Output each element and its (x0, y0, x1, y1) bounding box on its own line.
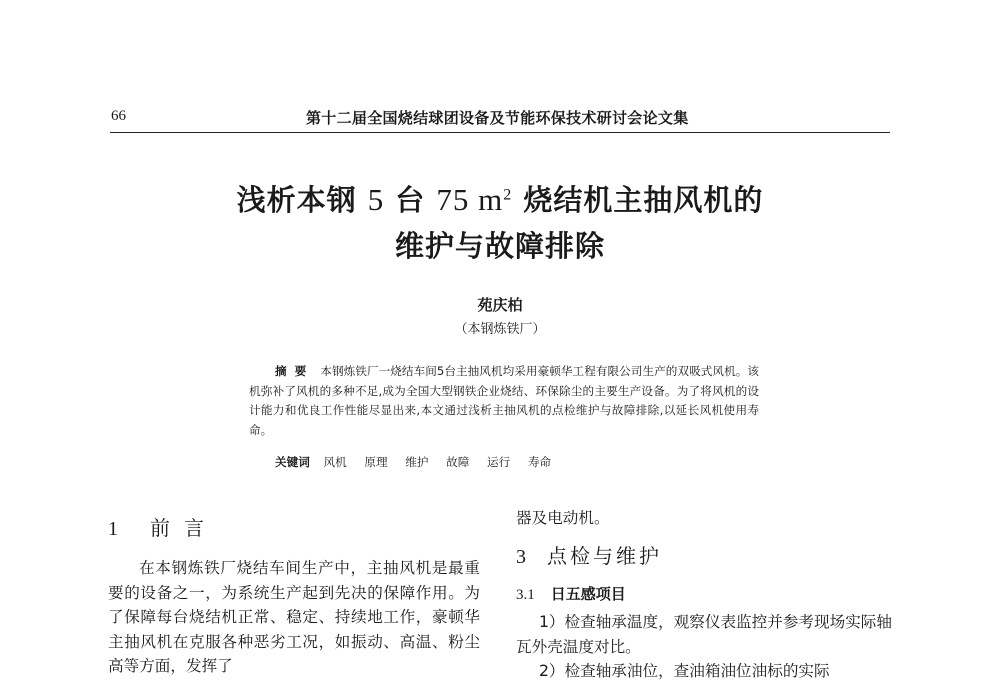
section-1-body: 在本钢炼铁厂烧结车间生产中，主抽风机是最重要的设备之一，为系统生产起到先决的保障作用。为了保障每台烧结机正常、稳定、持续地工作，豪顿华主抽风机在克服各种恶劣工况，如振动、高温、粉尘高等方面，发挥了 (108, 559, 480, 675)
page-number: 66 (111, 108, 126, 124)
abstract (249, 362, 759, 440)
running-header: 第十二届全国烧结球团设备及节能环保技术研讨会论文集 (306, 109, 689, 127)
affiliation: （本钢炼铁厂） (454, 322, 546, 337)
section-1-heading: 1 前言 (108, 516, 218, 540)
author-name: 苑庆柏 (477, 296, 523, 314)
list-item: 2）检查轴承油位，查油箱油位油标的实际 (539, 662, 830, 680)
keyword: 风机 (323, 455, 347, 469)
keyword: 维护 (405, 455, 429, 469)
list-item: 1）检查轴承温度，观察仪表监控并参考现场实际轴瓦外壳温度对比。 (516, 613, 892, 656)
keyword: 寿命 (527, 455, 552, 469)
keywords (275, 454, 565, 470)
keyword: 原理 (364, 455, 388, 469)
keyword: 故障 (446, 455, 470, 469)
keyword: 运行 (487, 455, 511, 469)
section-3-body (516, 610, 892, 684)
paper-title-line2: 维护与故障排除 (394, 229, 605, 263)
keywords-label: 关键词 (275, 455, 310, 469)
abstract-label: 摘要 (275, 364, 315, 378)
continuation-text: 器及电动机。 (516, 509, 610, 527)
header-rule (110, 132, 890, 133)
subsection-3-1-heading: 3.1 日五感项目 (516, 585, 626, 603)
section-3-heading: 3 点检与维护 (516, 544, 662, 568)
paper-title-line1: 浅析本钢 5 台 75 $m^2$ 烧结机主抽风机的 (236, 182, 764, 217)
abstract-text: 本钢炼铁厂一烧结车间5台主抽风机均采用豪顿华工程有限公司生产的双吸式风机。该机弥补了风机的多种不足,成为全国大型钢铁企业烧结、环保除尘的主要生产设备。为了将风机的设计能力和优良工作性能尽显出来,本文通过浅析主抽风机的点检维护与故障排除,以延长风机使用寿命。 (249, 364, 759, 437)
